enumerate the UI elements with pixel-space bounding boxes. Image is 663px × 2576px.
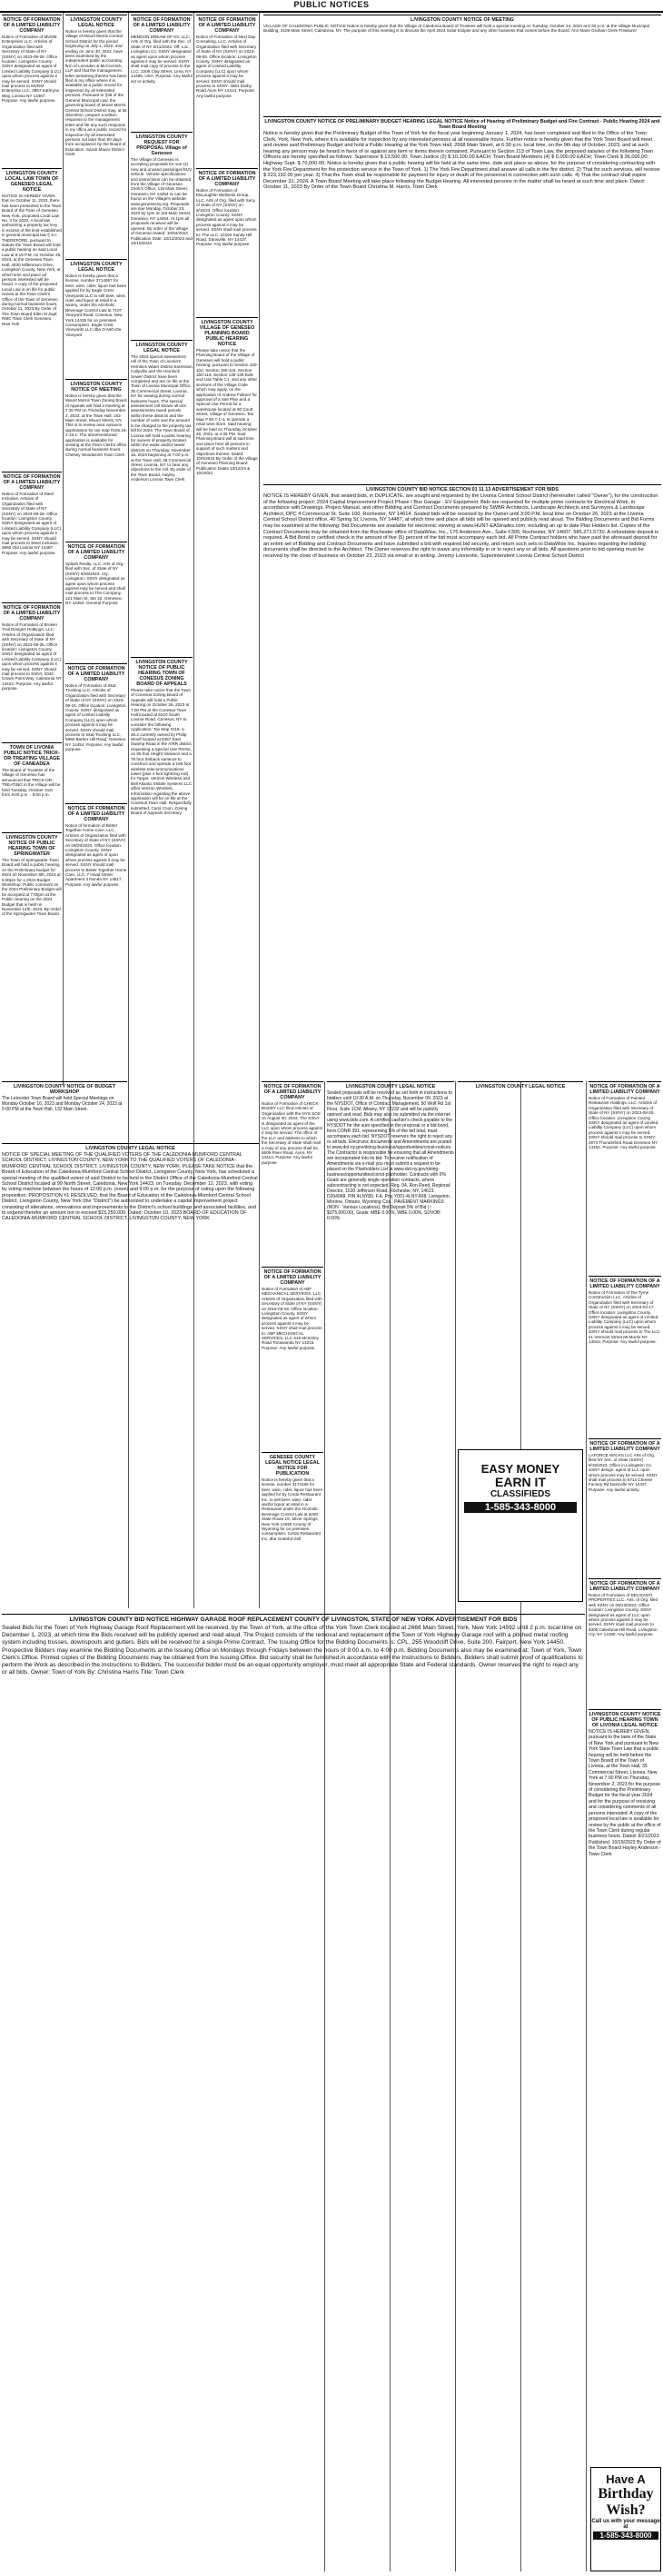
notice-body: Notice is hereby given that the Village of Mount Morris Central School District for the period beginning on July 1, 2022, and ending on June 30, 2023, have been examined by the independent public accounting firm of Lumsden & McCormick, LLP and that the management letter pertaining thereto has been filed in my office where it is available as a public record for inspection by all interested persons. Pursuant to §35 of the General Municipal Law, the governing board of Mount Morris Central School District may, at its discretion, prepare a written response to the management letter and file any such response in my office as a public record for inspection by all interested persons not later than 90 days from acceptance by the Board of Education. Sarah Mauro District Clerk [65,29,127,157]
notice-title: LIVINGSTON COUNTY BID NOTICE SECTION 01 11 13 ADVERTISEMENT FOR BIDS [366,487,559,492]
ad-headline: Birthday [598,2486,654,2501]
notice-public-hearing [2,832,62,991]
ad-phone: 1-585-343-8000 [593,2531,658,2540]
notice-llc-formation [2,472,62,599]
notice-title: LIVINGSTON COUNTY LEGAL NOTICE [135,343,188,353]
notice-body: Please take notice that the Planning Board of the Village of Geneseo will hold a public hearing, pursuant to Section 150-104, Section 150-115, Section 150-116, Section 130-136 Bulk and Use Table C1, and any other sections of the Village Code which may apply, on the application of Andrew Follmer for approval of a Site Plan and a Special Use Permit for a warehouse located at 90 Court Street, Village of Geneseo, Tax Map # 80.7-1-4, to operate a retail wine store. Said hearing will be held on Thursday October 26, 2023, at 4:30 PM. Said Planning Board will at said time and place hear all persons in support of such matters and objections thereto. Dated: 10/5/2023 By Order of the Village of Geneseo Planning Board Publication Dates 10/12/23 & 10/19/23 [196,348,258,476]
notice-llc-formation [2,15,62,164]
notice-title: NOTICE OF FORMATION OF A LIMITED LIABILITY COMPANY [589,1581,660,1592]
ad-headline: CLASSIFIEDS [490,1489,551,1499]
notice-body: NOTICE OF SPECIAL MEETING OF THE QUALIFIED VOTERS OF THE CALEDONIA-MUMFORD CENTRAL SCHOOL DISTRICT, LIVINGSTON COUNTY, NEW YORK TO THE QUALIFIED VOTERS OF CALEDONIA-MUMFORD CENTRAL SCHOOL DISTRICT, LIVINGSTON COUNTY, NEW YORK. PLEASE TAKE NOTICE that the Board of Education of the Caledonia-Mumford Central School District, Livingston County, New York, has scheduled a special meeting of the qualified voters of said District to be held in the District Office of the Caledonia-Mumford Central School District located at 99 North Street, Caledonia, New York 14423, on Tuesday, December 12, 2023, with voting by voting machine between the hours of 12:00 p.m. (noon) and 9:00 p.m. for the purpose of voting upon the following proposition: PROPOSITION #1 RESOLVED, that the Board of Education of the Caledonia-Mumford Central School District, Livingston County, New York (the "District") be authorized to undertake a capital improvement project consisting of alterations, renovations and improvements to the District's school buildings and associated facilities, and to expend therefor an amount not to exceed $15,250,000. Dated: October 10, 2023 BOARD OF EDUCATION OF CALEDONIA-MUMFORD CENTRAL SCHOOL DISTRICT, LIVINGSTON COUNTY, NEW YORK [2,1152,258,1222]
notice-request-for-proposal [131,132,193,336]
notice-llc-formation [589,1276,661,1435]
notice-llc-formation [2,602,62,739]
notice-trick-or-treat [2,742,62,829]
notice-title: NOTICE OF FORMATION OF A LIMITED LIABILITY COMPANY [198,171,256,187]
notice-body: Notice of Formation of ABF MECHANICAL SERVICES, LLC. Articles of Organization filed with Secretary of State of NY (SSNY) on 2019-03-25. Office location: Livingston County. SSNY designated as agent of whom process against it may be served. SSNY shall mail process to: ABF MECHANICAL SERVICES, LLC 619 McKinley Road Tonawanda NY 14215. Purpose: Any lawful purpose. [262,1287,322,1350]
notice-body: Notice of Formation of Painted Restaurant Holdings, LLC. Articles of Organization filed with Secretary of State of NY (SSNY) on 2023-08-25. Office location: Livingston County. SSNY designated as agent of Limited Liability Company (LLC) upon whom process against it may be served. SSNY should mail process to SSNY: 2974 Thunderbird Road Geneseo NY 14454. Purpose: Any lawful purpose. [589,1096,658,1150]
notice-body: Sealed Bids for the Town of York Highway Garage Roof Replacement will be received, by the Town of York, at the office of the York Town Clerk located at 2668 Main Street, York, New York 14592 until 2 p.m. local time on December 1, 2023, at which time the Bids received will be publicly opened and read aloud. The Project consists of the removal and replacement of the Town of York Highway Garage roof with a pitched metal roofing system including trusses, downspouts and gutters. Bids will be received for a single Prime Contract. The Issuing Office for the Bidding Documents is: CPL, 255 Woodcliff Drive, Suite 200, Fairport, New York 14450. Prospective Bidders may examine the Bidding Documents at the Issuing Office on Mondays through Fridays between the hours of 9:00 a.m. to 4:00 p.m. Bidding Documents also may be examined at: Town of York, Town Clerk's Office. Printed copies of the Bidding Documents may be obtained from the Issuing Office. Bid security shall be furnished in accordance with the Instructions to Bidders. Bidders shall submit proof of qualifications to perform the Work as described in the Instructions to Bidders. The successful bidder must be an equal opportunity employer, must meet all appropriate State and Federal standards. Owner reserves the right to reject any or all bids. Owner: Town of York By: Christina Harris Title: Town Clerk [2,1625,583,1676]
notice-llc-formation [589,1438,661,1575]
notice-body: NOTICE IS HEREBY GIVEN, pursuant to the laws of the State of New York and pursuant to New York State Town Law that a public hearing will be held before the Town Board of the Town of Livonia, at the Town Hall, 35 Commercial Street, Livonia, New York at 7:00 PM on Thursday, November 2, 2023 for the purpose of considering the Preliminary Budget for the fiscal year 2024 and for the purpose of receiving and considering comments of all persons interested. A copy of the proposed local law is available for review by the public at the office of the Town Clerk during regular business hours. Dated: 9/21/2023 Published: 10/19/2023 By Order of the Town Board Hayley Anderson - Town Clerk [589,1729,661,1857]
notice-title: LIVINGSTON COUNTY NOTICE OF PUBLIC HEARING TOWN OF LIVONIA LEGAL NOTICE [589,1712,661,1728]
notice-meeting [65,379,127,538]
notice-title: NOTICE OF FORMATION OF A LIMITED LIABILITY COMPANY [3,474,61,491]
notice-local-law [2,168,62,468]
notice-llc-formation [262,1267,323,1448]
notice-title: NOTICE OF FORMATION OF A LIMITED LIABILITY COMPANY [3,605,61,622]
notice-llc-formation [262,1081,323,1263]
notice-budget-workshop [2,1081,127,1140]
notice-liquor-license [262,1452,323,1611]
notice-title: LIVINGSTON COUNTY NOTICE OF MEETING [411,17,514,23]
notice-llc-formation [65,542,127,660]
notice-llc-formation [589,1081,661,1272]
notice-title: TOWN OF LIVONIA PUBLIC NOTICE TRICK-OR-TREATING VILLAGE OF CANEADEA [4,745,60,767]
notice-llc-formation [196,15,258,164]
notice-zoning-hearing [131,657,193,984]
notice-body: Notice is hereby given that the Preliminary Budget of the Town of York for the fiscal year beginning January 1, 2024, has been completed and filed in the Office of the Town Clerk, York, New York, where it is available for inspection by any interested persons at all reasonable hours. Further notice is hereby given that the York Town Board will meet and review said Preliminary Budget and hold a Public Hearing at the York Town Hall, 2668 Main Street, at 6:30 p.m. local time, on the 9th day of October, 2023, and at such hearing any person may be heard in favor of or against any item or items therein contained. Pursuant to Section 113 of Town Law, the proposed salaries of the following Town Officers are hereby specified as follows: Supervisor $ 13,500.00; Town Justice (2) $ 10,100.00 EACH; Town Board Members (4) $ 6,000.00 EACH; Town Clerk $ 36,000.00; Highway Supt. $ 70,000.00. Notice is hereby given that a public hearing will be held at the same time, date and place as above, for the purpose of considering contracting with the York Fire Department for fire protection service in the Town of York. 1) The York Fire Department shall answer all calls in the fire district. 2) That for such services, will receive $ 223,192.00 per year. 3) That the Town shall be responsible for payment for injury or death of fire personnel in connection with such calls. 4) That the contract shall expire December 31, 2024. A Town Board Meeting will take place following the Budget Hearing. All interested persons in the matter shall be heard at such time and place. Dated: October 11, 2023 By Order of the Town Board Christina M. Harris, Town Clerk [263,131,660,191]
notice-title: LIVINGSTON COUNTY NOTICE OF MEETING [70,382,123,393]
notice-body: Notice is hereby given that a license, number 3714067 for beer, wine, cider, liquor has been applied for by Eagle Crest Vineyards LLC to sell beer, wine, cider and liquor at retail in a winery, under the Alcoholic Beverage Control Law at 7107 Vineyard Road, Conesus, New York 14435 for on premises consumption. Eagle Crest Vineyards LLC dba O-Neh-Da Vineyard [65,274,127,337]
notice-title: NOTICE OF FORMATION OF A LIMITED LIABILITY COMPANY [67,806,125,822]
notice-planning-board [196,317,258,699]
notice-nysdot-bids [327,1081,454,1608]
notice-body: Notice is hereby given that the Mount Morris Town Zoning Board of Appeals will hold a meeting at 7:30 PM on Thursday November 2, 2023, at the Town Hall, 103 Main Street, Mount Morris, NY. This is to review area variance applications for tax map #106.15-1-23.1. The aforementioned application is available for viewing at the Town Clerk's office during normal business hours. Chelsey Woodworth Town Clerk [65,393,127,457]
notice-title: LIVINGSTON COUNTY VILLAGE OF GENESEO PLANNING BOARD PUBLIC HEARING NOTICE [199,320,255,347]
notice-body: Notice of Formation of MVDM Enterprises LLC. Articles of Organization filed with Secretary of State of NY (SSNY) on 2023-09-28. Office location: Livingston County. SSNY designated as agent of Limited Liability Company (LLC) upon whom process against it may be served. SSNY should mail process to MVDM Enterprise LLC, 3857 Kathryne Way, Livonia NY 14487. Purpose: Any lawful purpose. [2,35,62,104]
notice-title: LIVINGSTON COUNTY LEGAL NOTICE [70,262,123,273]
notice-llc-formation [196,168,258,313]
notice-llc-formation [589,1578,661,1706]
notice-title: LIVINGSTON COUNTY REQUEST FOR PROPOSAL Village of Geneseo [135,134,188,156]
notice-title: NOTICE OF FORMATION OF A LIMITED LIABILITY COMPANY [67,544,125,561]
notice-body: Notice of Formation of Skat Trucking LLC. Articles of Organization filed with Secretary of State of NY (SSNY) on 2023-09-15. Office location: Livingston County. SSNY designated as agent of Limited Liability Company (LLC) upon whom process against it may be served. SSNY should mail process to Skat Trucking LLC, 5950 Barber Hill Road, Geneseo NY 14454. Purpose: Any lawful purpose. [65,683,126,752]
notice-body: MENDON DREAM OF NY, LLC, Arts of Org. filed with the Sec. of State of NY 9/11/2023. Off. Loc.: Livingston Co. SSNY designated as agent upon whom process against it may be served. SSNY shall mail copy of process to the LLC, 2206 Clay Street, Lima, NY 14485, USA. Purpose: Any lawful act or activity. [131,35,193,84]
notice-body: The Town of Springwater Town Board will hold a public hearing on the Preliminary budget for 2024 on November 8th, 2023 at 6:00pm for a 2024 Budget Workshop. Public comment on the 2024 Preliminary Budget will be accepted at 7:00pm at the Public Hearing on the 2024 Budget that is held on November 14th, 2023. By Order of the Springwater Town Board. [2,858,62,917]
notice-title: LIVINGSTON COUNTY LEGAL NOTICE [475,1084,566,1089]
notice-body: Notice of Formation of Tee Tyme Construction LLC. Articles of Organization filed with Secretary of State of NY (SSNY) on 2023-03-17. Office location: Livingston County. SSNY designated as agent of Limited Liability Company (LLC) upon whom process against it may be served. SSNY should mail process to The LLC: 41 Vermont Street Mt.Morris NY 14510. Purpose: Any lawful purpose. [589,1290,661,1345]
ad-birthday[interactable] [590,2467,661,2571]
notice-llc-formation [131,15,193,128]
notice-body: The 2023 special assessment roll of the Town of Livonia's Hemlock Water District Extension Caliyville and the Hemlock Sewer District have been completed and are on file at the Town of Livonia Municipal Office, 35 Commercial Street, Livonia, NY for viewing during normal business hours. The special assessment roll shows all unit assessments taxed parcels within these districts and the number of units and the amount to be charged to the property tax bill for 2024. The Town Board of Livonia will hold a public hearing for owners of property located within the water and/or sewer districts on Thursday, November 16, 2023 beginning at 7:00 p.m. at the Town Hall, 35 Commercial Street, Livonia, NY, to hear any objections to the roll. By order of the Town Board, Hayley Anderson Livonia Town Clerk [131,354,193,482]
notice-body: The Board of Trustees of the Village of Geneseo has announced that TRICK-OR-TREATING in the Village will be held Tuesday, October 31st from 6:00 p.m. - 8:00 p.m. [2,768,61,798]
ad-subtext: Call us with your message at [591,2519,660,2530]
notice-body: Notice of Formation of Next Day Consulting, LLC. Articles of Organization filed with Secretary of State of NY (SSNY) on 2023-09-06. Office location: Livingston County. SSNY designated as agent of Limited Liability Company (LLC) upon whom process against it may be served. SSNY should mail process to SSNY: 4681 Darby Road Avon NY 14414. Purpose: Any lawful purpose. [196,35,257,98]
ad-headline: Have A [606,2472,646,2486]
section-title: PUBLIC NOTICES [0,0,663,13]
notice-body: The Leicester Town Board will hold Special Meetings on Monday October 16, 2023 and Monday October 24, 2023 at 5:00 PM at the Town Hall, 132 Main Street. [2,1096,123,1112]
notice-title: LIVINGSTON COUNTY NOTICE OF PRELIMINARY BUDGET HEARING LEGAL NOTICE Notice of Hearing of Preliminary Budget and Fire Contract - Public Hearing 2024 and Town Board Meeting [264,119,660,130]
notice-title: NOTICE OF FORMATION OF A LIMITED LIABILITY COMPANY [589,1084,660,1095]
column-rule [128,13,129,1085]
notice-body: Notice of formation of Better Together Home Care, LLC. Articles of Organization filed with Secretary of State of NY (SSNY) on 09/29/2023. Office location: Livingston County. SSNY designated as agent of upon whom process against it may be served. SSNY should mail process to Better Together Home Care, LLC, 7 Hoad Street Apartment 3 Nunda NY 14517. Purpose: Any lawful purpose. [65,823,127,887]
notice-body: The Village of Geneseo is accepting proposals for one (1) new and unused passenger/SUV vehicle. Vehicle specifications and instructions can be obtained from the Village of Geneseo Clerk's Office, 119 Main Street, Geneseo, NY 14454 or can be found on the Village's website: www.geneseony.org. Proposals are due Monday, October 23, 2023 by 1pm at 119 Main Street, Geneseo, NY 14454. At 1pm all proposals received will be opened. By order of the Village of Geneseo Dated: 10/04/2023 Publication Date: 10/12/2023 and 10/19/2023 [131,157,193,245]
notice-body: NOTICE IS HEREBY GIVEN that on October 11, 2023, there has been presented to the Town Board of the Town of Geneseo New York, proposed Local Law No. 3 for 2023. A local law authorizing a property tax levy in excess of the limit established in general municipal law § 3-c. THEREFORE, pursuant to statute the Town Board will hold a public hearing on said Local Law at 6:15 P.M. on October 25, 2023, at the Geneseo Town Hall, 4630 Millennium Drive, Livingston County, New York, at which time and place all persons interested will be heard. A copy of the proposed Local Law is on file for public review at the Town Clerk's Office of the Town of Geneseo during normal business hours. October 11, 2023 By Order of The Town Board Ellen M Zapf, RMC Town Clerk Geneseo, New York [2,194,62,326]
notice-special-meeting [2,1143,259,1606]
notice-title: NOTICE OF FORMATION OF A LIMITED LIABILITY COMPANY [198,17,256,34]
notice-body: Notice of Formation of Broken Trail Designs Holdings, LLC. Articles of Organization filed with Secretary of State of NY (SSNY) on 2023-09-25. Office location: Livingston County. SSNY designated as agent of Limited Liability Company (LLC) upon whom process against it may be served. SSNY should mail process to SSNY, 2043 Crown Point Way, Caledonia NY 14423. Purpose: Any lawful purpose. [2,622,62,691]
ad-headline: EARN IT [495,1475,546,1489]
notice-title: LIVINGSTON COUNTY LEGAL NOTICE [85,1146,175,1151]
notice-title: LIVINGSTON COUNTY LEGAL NOTICE [345,1084,436,1089]
notice-body: Notice is hereby given that a license, number 3174185 for beer, wine, cider, liquor has been applied for by Corda Restaurant Inc. to sell beer, wine, cider and/or liquor at retail in a Restaurant under the Alcoholic Beverage Control Law at 8290 State Route 19, Silver Springs, New York 14550 County of Wyoming for on premises consumption. Corda Restaurant Inc. dba Grateful Grill [262,1477,323,1541]
notice-title: LIVINGSTON COUNTY LOCAL LAW TOWN OF GENESEO LEGAL NOTICE [5,171,59,193]
notice-body: Notice of Formation of CHECK BUDDY LLC filed Articles of Organization with the NYS SOS on August 30, 2023. The SSNY is designated as agent of the LLC upon whom process against it may be served. The office of the LLC and address to which the Secretary of State shall mail a copy of any process shall be, 6505 River Road, Avon, NY 14414. Purpose: Any lawful purpose. [262,1101,322,1165]
ad-phone: 1-585-343-8000 [464,1502,577,1513]
notice-body: Notice of Formation of DELISANTI PROPERTIES LLC. Arts. of Org. filed with SSNY on 09/13/2023. Office location: Livingston County. SSNY designated as agent of LLC upon whom process against it may be served. SSNY shall mail process to 6305 Caledonia-Hill Road, Livingston Cty, NY 14480. Any lawful purpose. [589,1593,658,1637]
notice-bid-advertisement [263,484,661,1075]
notice-body: Please take notice that the Town of Conesus Zoning Board of Appeals will hold a Public Hearing on October 26, 2023 at 7:00 PM at the Conesus Town Hall located at 6210 South Livonia Road, Conesus, NY to consider the following Application: Tax Map #119.-1-35.2 currently owned by Philip Woolf located at 6457 East Swamp Road in the A/RR district requesting a Special Use Permit, on 85 foot Height Variance and a 78 foot Setback variance to construct and operate a 165 foot wireless telecommunications tower (plus 4 foot lightning rod) for Target, Verizon Wireless and Bell Atlantic Mobile Systems LLC d/b/a Verizon Wireless. Information regarding the above application will be on file at the Conesus Town Hall. Respectfully submitted, Carol Coon, Zoning Board of Appeals Secretary [131,688,193,816]
column-rule [63,13,64,1085]
notice-public-hearing [589,1709,661,2463]
notice-title: LIVINGSTON COUNTY BID NOTICE HIGHWAY GARAGE ROOF REPLACEMENT COUNTY OF LIVINGSTON, STATE OF NEW YORK ADVERTISEMENT FOR BIDS [69,1616,518,1623]
notice-title: NOTICE OF FORMATION OF A LIMITED LIABILITY COMPANY [133,17,191,34]
column-rule [259,13,260,1085]
notice-title: LIVINGSTON COUNTY NOTICE OF PUBLIC HEARING TOWN OF SPRINGWATER [5,835,58,857]
notice-meeting [263,15,661,113]
notice-body: Notice of Formation of McLaughlin Wellness Group, LLC. Arts of Org. filed with Secy. of State of NY (SSNY) on 9/15/23. Office location: Livingston County. SSNY designated as agent upon whom process against it may be served. SSNY shall mail process to: The LLC, 10160 Sandy Hill Road, Dansville, NY 14437. Purpose: Any lawful purpose. [196,188,257,247]
notice-title: LIVINGSTON COUNTY NOTICE OF BUDGET WORKSHOP [13,1084,116,1095]
notice-body: Sealed proposals will be received as set forth in instructions to bidders until 10:30 A.M. on Thursday, November 09, 2023 at the NYSDOT, Office of Contract Management, 50 Wolf Rd 1st Floor, Suite 1CM, Albany, NY 12232 and will be publicly opened and read. Bids may also be submitted via the internet using www.bidx.com. A certified cashier's check payable to the NYSDOT for the sum specified in the proposal or a bid bond, form CONR 391, representing 5% of the bid total, must accompany each bid. NYSDOT reserves the right to reject any or all bids. Electronic documents and Amendments are posted to www.dot.ny.gov/doing-business/opportunities/const-notices. The Contractor is responsible for ensuring that all Amendments are incorporated into its bid. To receive notification of Amendments via e-mail you must submit a request to be placed on the Planholders List at www.dot.ny.gov/doing-business/opportunities/const-planholder. Contracts with 0% Goals are generally single operation contracts, where subcontracting is not expected. Reg. 04, Ron Reed, Regional Director, 1530 Jefferson Road, Rochester, NY, 14623. D264968, PIN 4LNY80, F.A. Proj Y001-4LNY-808, Livingston, Monroe, Ontario, Wyoming Cos., PAVEMENT MARKINGS (NON - Various Locations), Bid Deposit 5% of Bid (~ $375,000.00), Goals: MBE 0.00%, WBE 0.00%, SDVOB: 0.00% [327,1090,454,1221]
notice-body: Notice of Formation of Steel Inclusive. Articles of Organization filed with Secretary of State of NY (SSNY) on 2023-09-29. Office location: Livingston County. SSNY designated as agent of Limited Liability Company (LLC) upon whom process against it may be served. SSNY should mail process to Steel Inclusive, 3860 Old Livonia NY 14487. Purpose: Any lawful purpose. [2,492,62,555]
notice-body: LAFORCE WALKS LLC Arts of Org. filed NY Sec. of State (SSNY) 9/19/2023. Office in Livingston Co. SSNY design. agent of LLC upon whom process may be served. SSNY shall mail process to 6714 Cheese Factory Rd Dansville NY 14437. Purpose: Any lawful activity. [589,1453,658,1492]
notice-title: LIVINGSTON COUNTY NOTICE OF PUBLIC HEARING TOWN OF CONESUS ZONING BOARD OF APPEALS [135,660,188,687]
ad-headline: Wish? [606,2502,646,2518]
notice-title: NOTICE OF FORMATION OF A LIMITED LIABILITY COMPANY [263,1269,322,1286]
notice-legal-publication [65,259,127,375]
notice-title: NOTICE OF FORMATION OF A LIMITED LIABILITY COMPANY [589,1278,660,1289]
notice-legal [65,15,127,255]
notice-llc-formation [65,663,127,800]
column-rule [586,1081,587,2571]
notice-title: NOTICE OF FORMATION OF A LIMITED LIABILITY COMPANY [263,1084,322,1100]
notice-roof-replacement-bids [2,1614,585,2572]
notice-budget-hearing [263,116,661,480]
notice-body: VILLAGE OF CALEDONIA PUBLIC NOTICE Notice is hereby given that the Village of Caledonia Board of Trustees will hold a special meeting on Tuesday, October 24, 2023 at 6:30 p.m. at the Village Municipal Building, 3109 Main Street, Caledonia, NY. The purpose of this meeting is to discuss the April 2024 Solar Eclipse and any other business that comes before the Board. Ann Marie Graham Clerk-Treasurer [263,24,649,34]
notice-llc-formation [65,803,127,985]
notice-title: GENESEE COUNTY LEGAL NOTICE LEGAL NOTICE FOR PUBLICATION [265,1455,320,1477]
notice-title: LIVINGSTON COUNTY LEGAL NOTICE [70,17,123,28]
ad-easy-money[interactable] [458,1449,583,1602]
notice-column-filler [458,1081,583,1445]
notice-title: NOTICE OF FORMATION OF A LIMITED LIABILITY COMPANY [3,17,61,34]
notice-assessment-roll [131,340,193,653]
column-rule [259,1081,260,1608]
column-rule [193,13,194,1085]
notice-title: NOTICE OF FORMATION OF A LIMITED LIABILITY COMPANY [589,1441,660,1452]
notice-body: NOTICE IS HEREBY GIVEN, that sealed bids, in DUPLICATE, are sought and requested by the Livonia Central School District (hereinafter called "Owner"), for the construction of the following project: 2024 Capital Improvement Project Phase I Bus Garage - EV Equipment. Bids are requested for multiple prime contracts for Electrical Work, in accordance with Drawings, Project Manual, and other Bidding and Contract Documents prepared by SWBR Architects, Landscape Architects and Surveyors & Landscape Architect, DPC 4 Commercial St. Suite 100, Rochester, NY 14614. Sealed bids will be received by the Owner until 3:00 P.M. local time on October 26, 2023 at the Livonia Central School District office, 40 Spring St, Livonia, NY 14487, at which time and place all bids will be opened and publicly read aloud. The Bidding Documents and Bid Forms may be examined at the following: Bid Documents are available for electronic viewing at www.HUNT-EAStrades.com; including an up to date Plan Holders list. Copies of the Contract Documents may be obtained from the Rochester office of DataWise, Inc., 176 Anderson Ave., Suite F300, Rochester, NY 14607, 585.271.5730. A refundable deposit is required. A Bid Bond or certified check in the amount of five (5) percent of the bid must accompany each bid. All Prime Contract holders who have paid the aforesaid deposit for an entire set of Bidding and Contract Documents and have submitted a bid with required bid security, and return such sets to DataWise Inc. Inquiries regarding the bidding documents shall be directed to the Architect. The Owner reserves the right to waive any informality in or to reject any or all bids. All questions prior to bid opening must be received by the close of business on October 23, 2023 via email or in writing. Jeremy Lonnevile, Superintendent Livonia Central School District [263,493,659,559]
ad-headline: EASY MONEY [480,1462,560,1476]
notice-body: Splash Realty, LLC. Arts of Org. filed with Sec. of State of NY (SSNY) 9/26/2023. Cty: Livingston. SSNY designated as agent upon whom process against may be served and shall mail process to The Company, 121 Main St, Ste 22, Geneseo, NY 14454. General Purpose [65,562,125,606]
notice-title: NOTICE OF FORMATION OF A LIMITED LIABILITY COMPANY [67,666,125,682]
